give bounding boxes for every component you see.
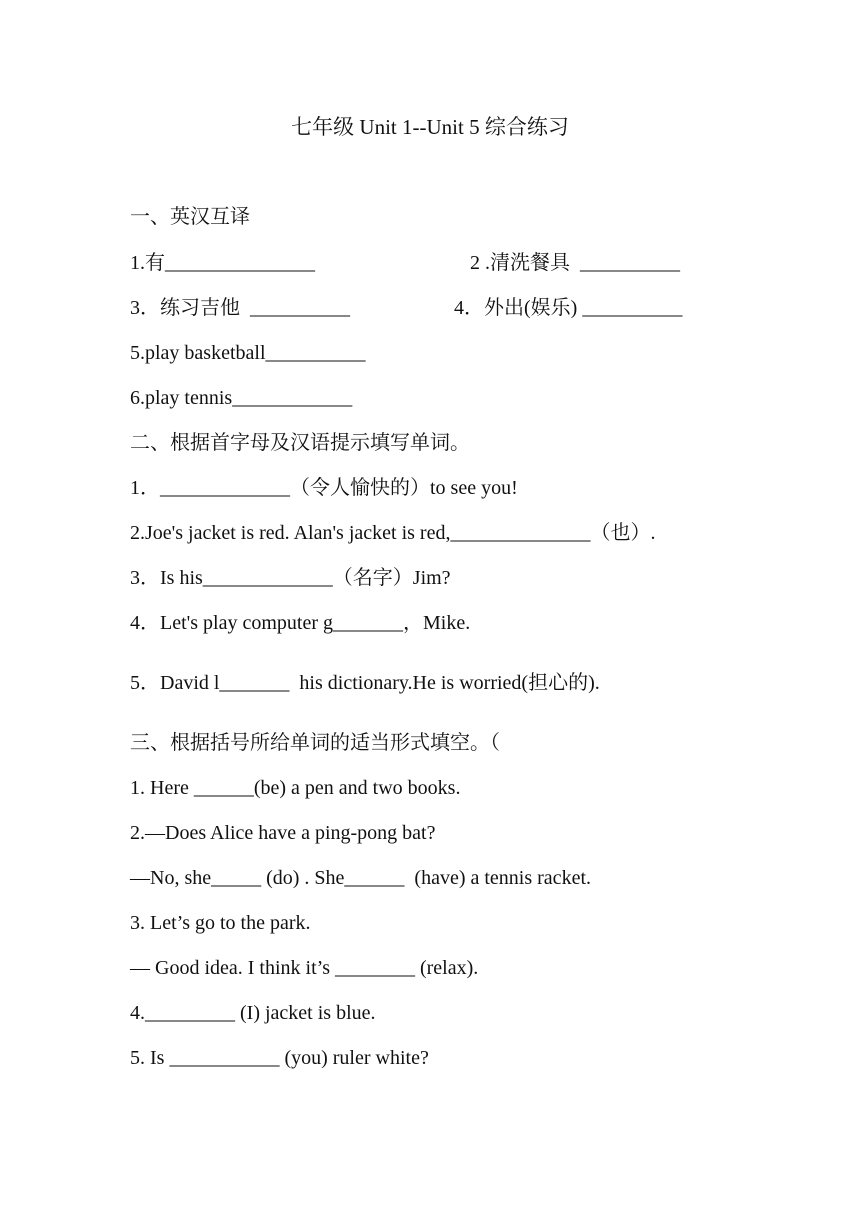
- page-title: 七年级 Unit 1--Unit 5 综合练习: [291, 115, 569, 139]
- section-2-question-1: 1．_____________（令人愉快的）to see you!: [130, 477, 518, 499]
- section-2-question-4: 4．Let's play computer g_______，Mike.: [130, 612, 471, 634]
- section-1-question-4: 4．外出(娱乐) __________: [454, 297, 683, 319]
- section-3-question-5: 5. Is ___________ (you) ruler white?: [130, 1047, 429, 1069]
- section-1-question-2: 2 .清洗餐具 __________: [470, 252, 680, 274]
- section-2-question-2: 2.Joe's jacket is red. Alan's jacket is red,______________（也）.: [130, 522, 656, 544]
- section-1-question-3: 3．练习吉他 __________: [130, 297, 350, 319]
- section-2-question-5: 5．David l_______ his dictionary.He is worried(担心的).: [130, 672, 600, 694]
- section-3-question-2-prompt: 2.—Does Alice have a ping-pong bat?: [130, 822, 436, 844]
- section-1-question-6: 6.play tennis____________: [130, 387, 353, 409]
- section-1-heading: 一、英汉互译: [130, 206, 250, 228]
- section-3-question-2-response: —No, she_____ (do) . She______ (have) a tennis racket.: [130, 867, 591, 889]
- section-1-question-1: 1.有_______________: [130, 252, 315, 274]
- section-3-question-1: 1. Here ______(be) a pen and two books.: [130, 777, 461, 799]
- section-2-heading: 二、根据首字母及汉语提示填写单词。: [130, 432, 470, 454]
- section-3-question-3-prompt: 3. Let’s go to the park.: [130, 912, 311, 934]
- section-1-question-5: 5.play basketball__________: [130, 342, 366, 364]
- section-2-question-3: 3．Is his_____________（名字）Jim?: [130, 567, 451, 589]
- section-3-question-3-response: — Good idea. I think it’s ________ (relax).: [130, 957, 479, 979]
- section-3-heading: 三、根据括号所给单词的适当形式填空。（: [130, 732, 500, 754]
- section-3-question-4: 4._________ (I) jacket is blue.: [130, 1002, 376, 1024]
